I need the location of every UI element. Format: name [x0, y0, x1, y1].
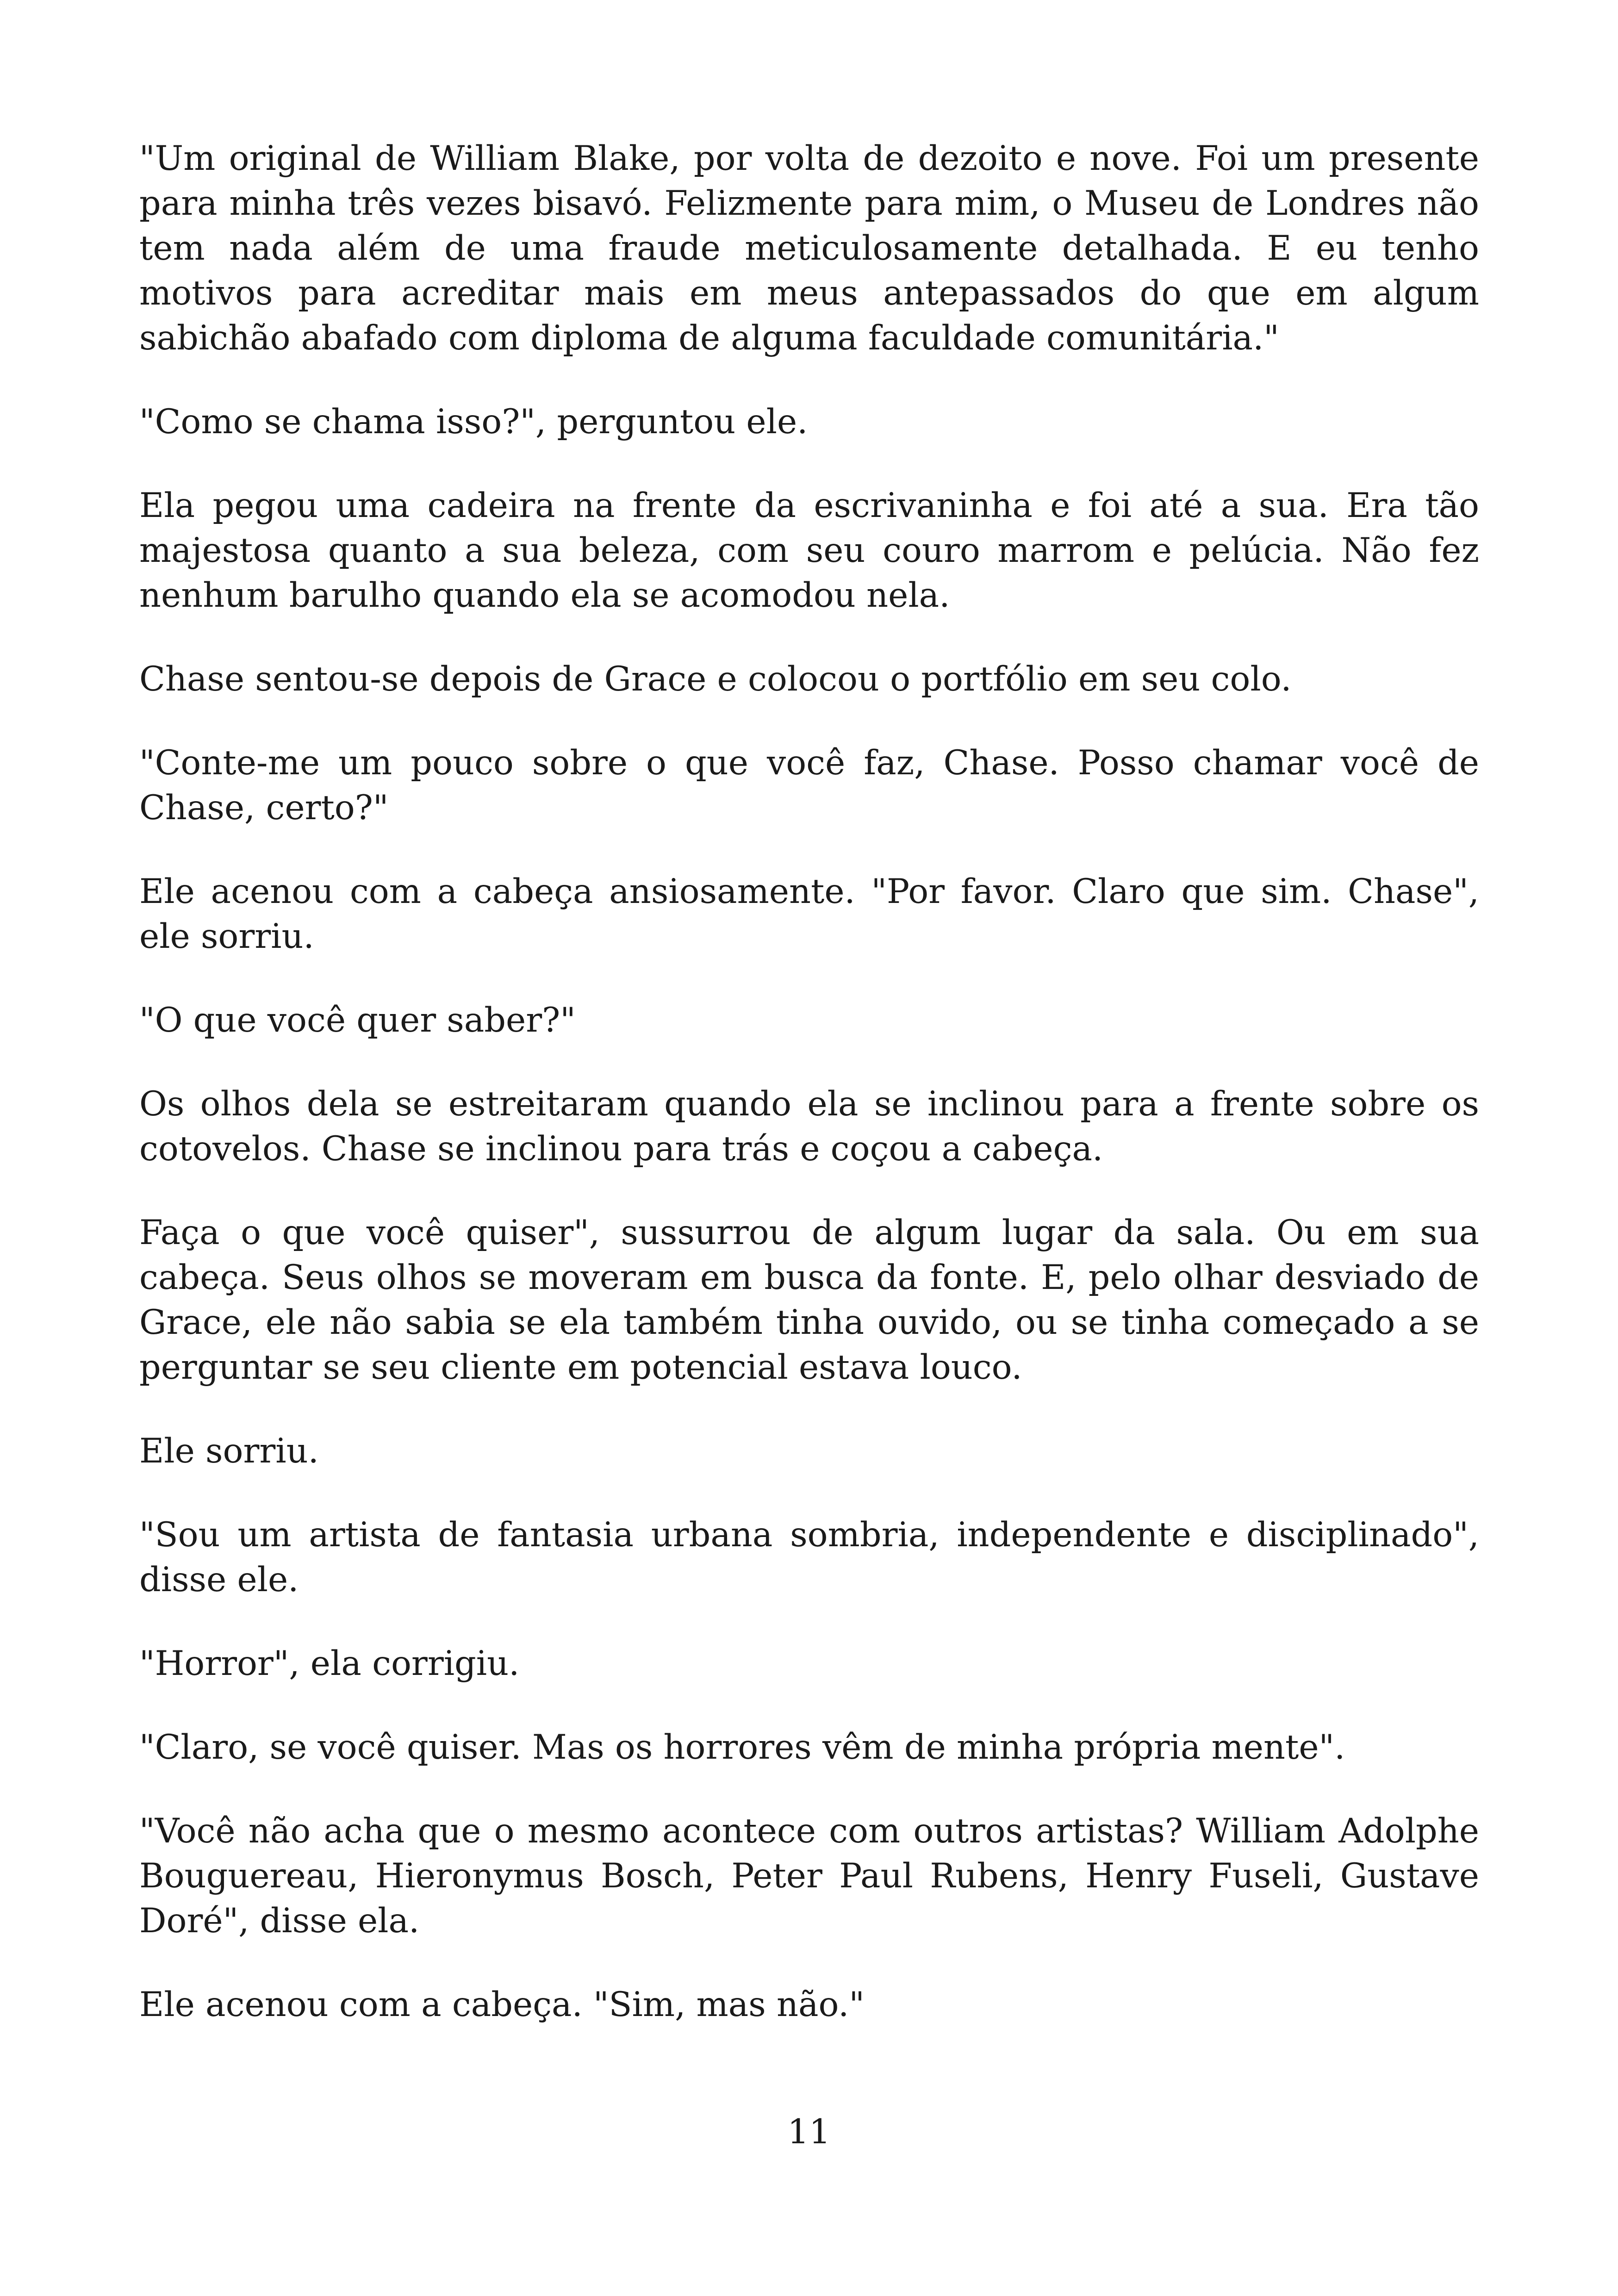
paragraph: "Conte-me um pouco sobre o que você faz, Chase. Posso chamar você de Chase, certo?": [139, 743, 1479, 828]
paragraph: "Sou um artista de fantasia urbana sombria, independente e disciplinado", disse ele.: [139, 1515, 1479, 1599]
paragraph: Faça o que você quiser", sussurrou de algum lugar da sala. Ou em sua cabeça. Seus olhos se moveram em busca da fonte. E, pelo olhar desviado de Grace, ele não sabia se ela também tinha ouvido, ou se tinha começado a se perguntar se seu cliente em potencial estava louco.: [139, 1213, 1479, 1387]
paragraph: "Claro, se você quiser. Mas os horrores vêm de minha própria mente".: [139, 1728, 1345, 1767]
paragraph: "Horror", ela corrigiu.: [139, 1644, 520, 1683]
paragraph: Os olhos dela se estreitaram quando ela se inclinou para a frente sobre os cotovelos. Chase se inclinou para trás e coçou a cabeça.: [139, 1084, 1479, 1169]
paragraph: "Um original de William Blake, por volta de dezoito e nove. Foi um presente para minha três vezes bisavó. Felizmente para mim, o Museu de Londres não tem nada além de uma fraude meticulosamente detalhada. E eu tenho motivos para acreditar mais em meus antepassados do que em algum sabichão abafado com diploma de alguma faculdade comunitária.": [139, 139, 1479, 358]
paragraph: "Como se chama isso?", perguntou ele.: [139, 402, 808, 442]
paragraph: Chase sentou-se depois de Grace e colocou o portfólio em seu colo.: [139, 660, 1292, 699]
paragraph: "O que você quer saber?": [139, 1001, 576, 1040]
paragraph: Ela pegou uma cadeira na frente da escrivaninha e foi até a sua. Era tão majestosa quanto a sua beleza, com seu couro marrom e pelúcia. Não fez nenhum barulho quando ela se acomodou nela.: [139, 486, 1479, 615]
paragraph: Ele acenou com a cabeça. "Sim, mas não.": [139, 1985, 865, 2024]
paragraph: Ele sorriu.: [139, 1431, 319, 1471]
body-text: [139, 136, 1479, 2066]
paragraph: "Você não acha que o mesmo acontece com outros artistas? William Adolphe Bouguereau, Hieronymus Bosch, Peter Paul Rubens, Henry Fuseli, Gustave Doré", disse ela.: [139, 1811, 1479, 1941]
page-number: 11: [787, 2112, 831, 2152]
paragraph: Ele acenou com a cabeça ansiosamente. "Por favor. Claro que sim. Chase", ele sorriu.: [139, 872, 1479, 956]
